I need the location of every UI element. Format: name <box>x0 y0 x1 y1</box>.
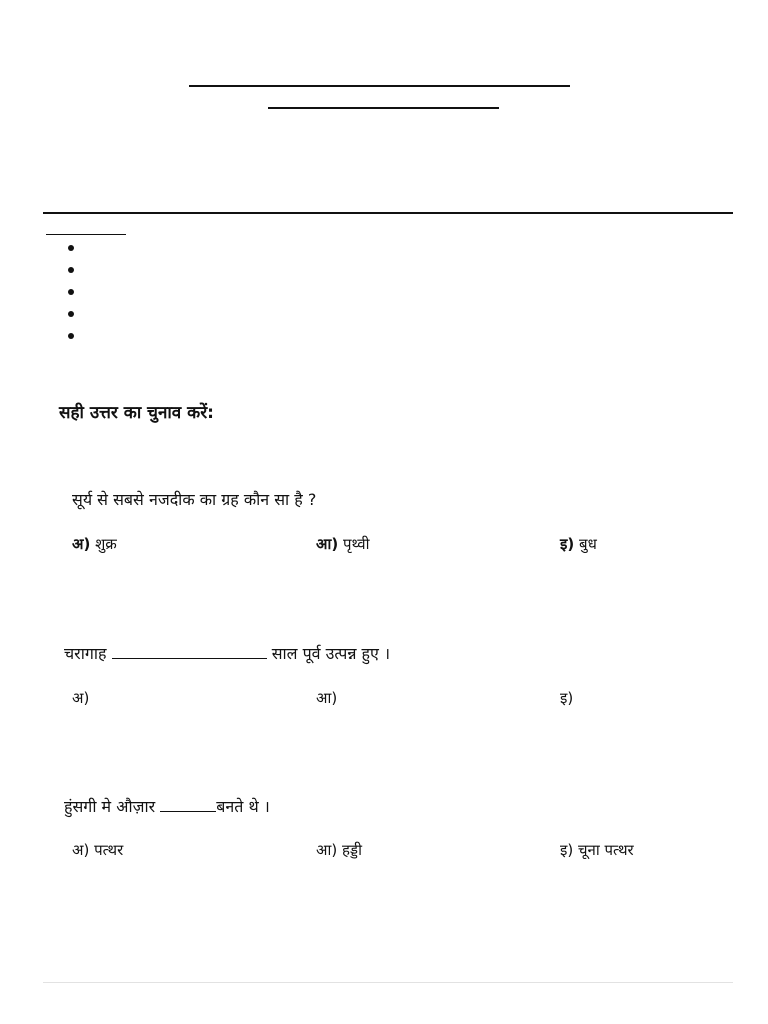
option-value: बुध <box>579 535 597 553</box>
question-3 <box>64 795 270 817</box>
header-divider <box>43 212 733 214</box>
title-line <box>189 85 570 87</box>
option-key: अ) <box>72 535 91 553</box>
bullet-dot-icon <box>68 267 74 273</box>
option-key: आ) <box>316 535 339 553</box>
option-key: इ) <box>560 841 574 859</box>
question-text-before: हुंसगी मे औज़ार <box>64 797 156 816</box>
option-key: अ) <box>72 689 90 707</box>
q3-option-b[interactable] <box>316 840 362 860</box>
question-text-before: चरागाह <box>64 644 107 663</box>
option-key: आ) <box>316 689 338 707</box>
footer-line <box>43 982 733 983</box>
bullet-dot-icon <box>68 311 74 317</box>
q3-option-c[interactable] <box>560 840 634 860</box>
bullet-dot-icon <box>68 333 74 339</box>
subtitle-line <box>268 107 499 109</box>
option-value: हड्डी <box>341 841 362 859</box>
option-key: इ) <box>560 535 575 553</box>
bullet-dot-icon <box>68 289 74 295</box>
q2-option-c[interactable] <box>560 688 573 708</box>
section-heading: सही उत्तर का चुनाव करें: <box>59 403 214 423</box>
label-line <box>46 234 126 235</box>
answer-blank[interactable] <box>160 810 216 812</box>
question-1: सूर्य से सबसे नजदीक का ग्रह कौन सा है ? <box>72 490 317 509</box>
option-key: आ) <box>316 841 338 859</box>
bullet-dot-icon <box>68 245 74 251</box>
question-2 <box>64 642 390 664</box>
q2-option-b[interactable] <box>316 688 337 708</box>
q1-option-c[interactable] <box>560 534 597 554</box>
option-value: चूना पत्थर <box>578 841 634 859</box>
question-text-after: बनते थे । <box>216 797 270 816</box>
option-key: अ) <box>72 841 90 859</box>
option-value: पत्थर <box>94 841 124 859</box>
option-key: इ) <box>560 689 574 707</box>
question-text-after: साल पूर्व उत्पन्न हुए । <box>271 644 391 663</box>
q1-option-b[interactable] <box>316 534 370 554</box>
q2-option-a[interactable] <box>72 688 89 708</box>
option-value: पृथ्वी <box>342 535 370 553</box>
q3-option-a[interactable] <box>72 840 123 860</box>
q1-option-a[interactable] <box>72 534 117 554</box>
answer-blank[interactable] <box>112 657 267 659</box>
option-value: शुक्र <box>95 535 117 553</box>
